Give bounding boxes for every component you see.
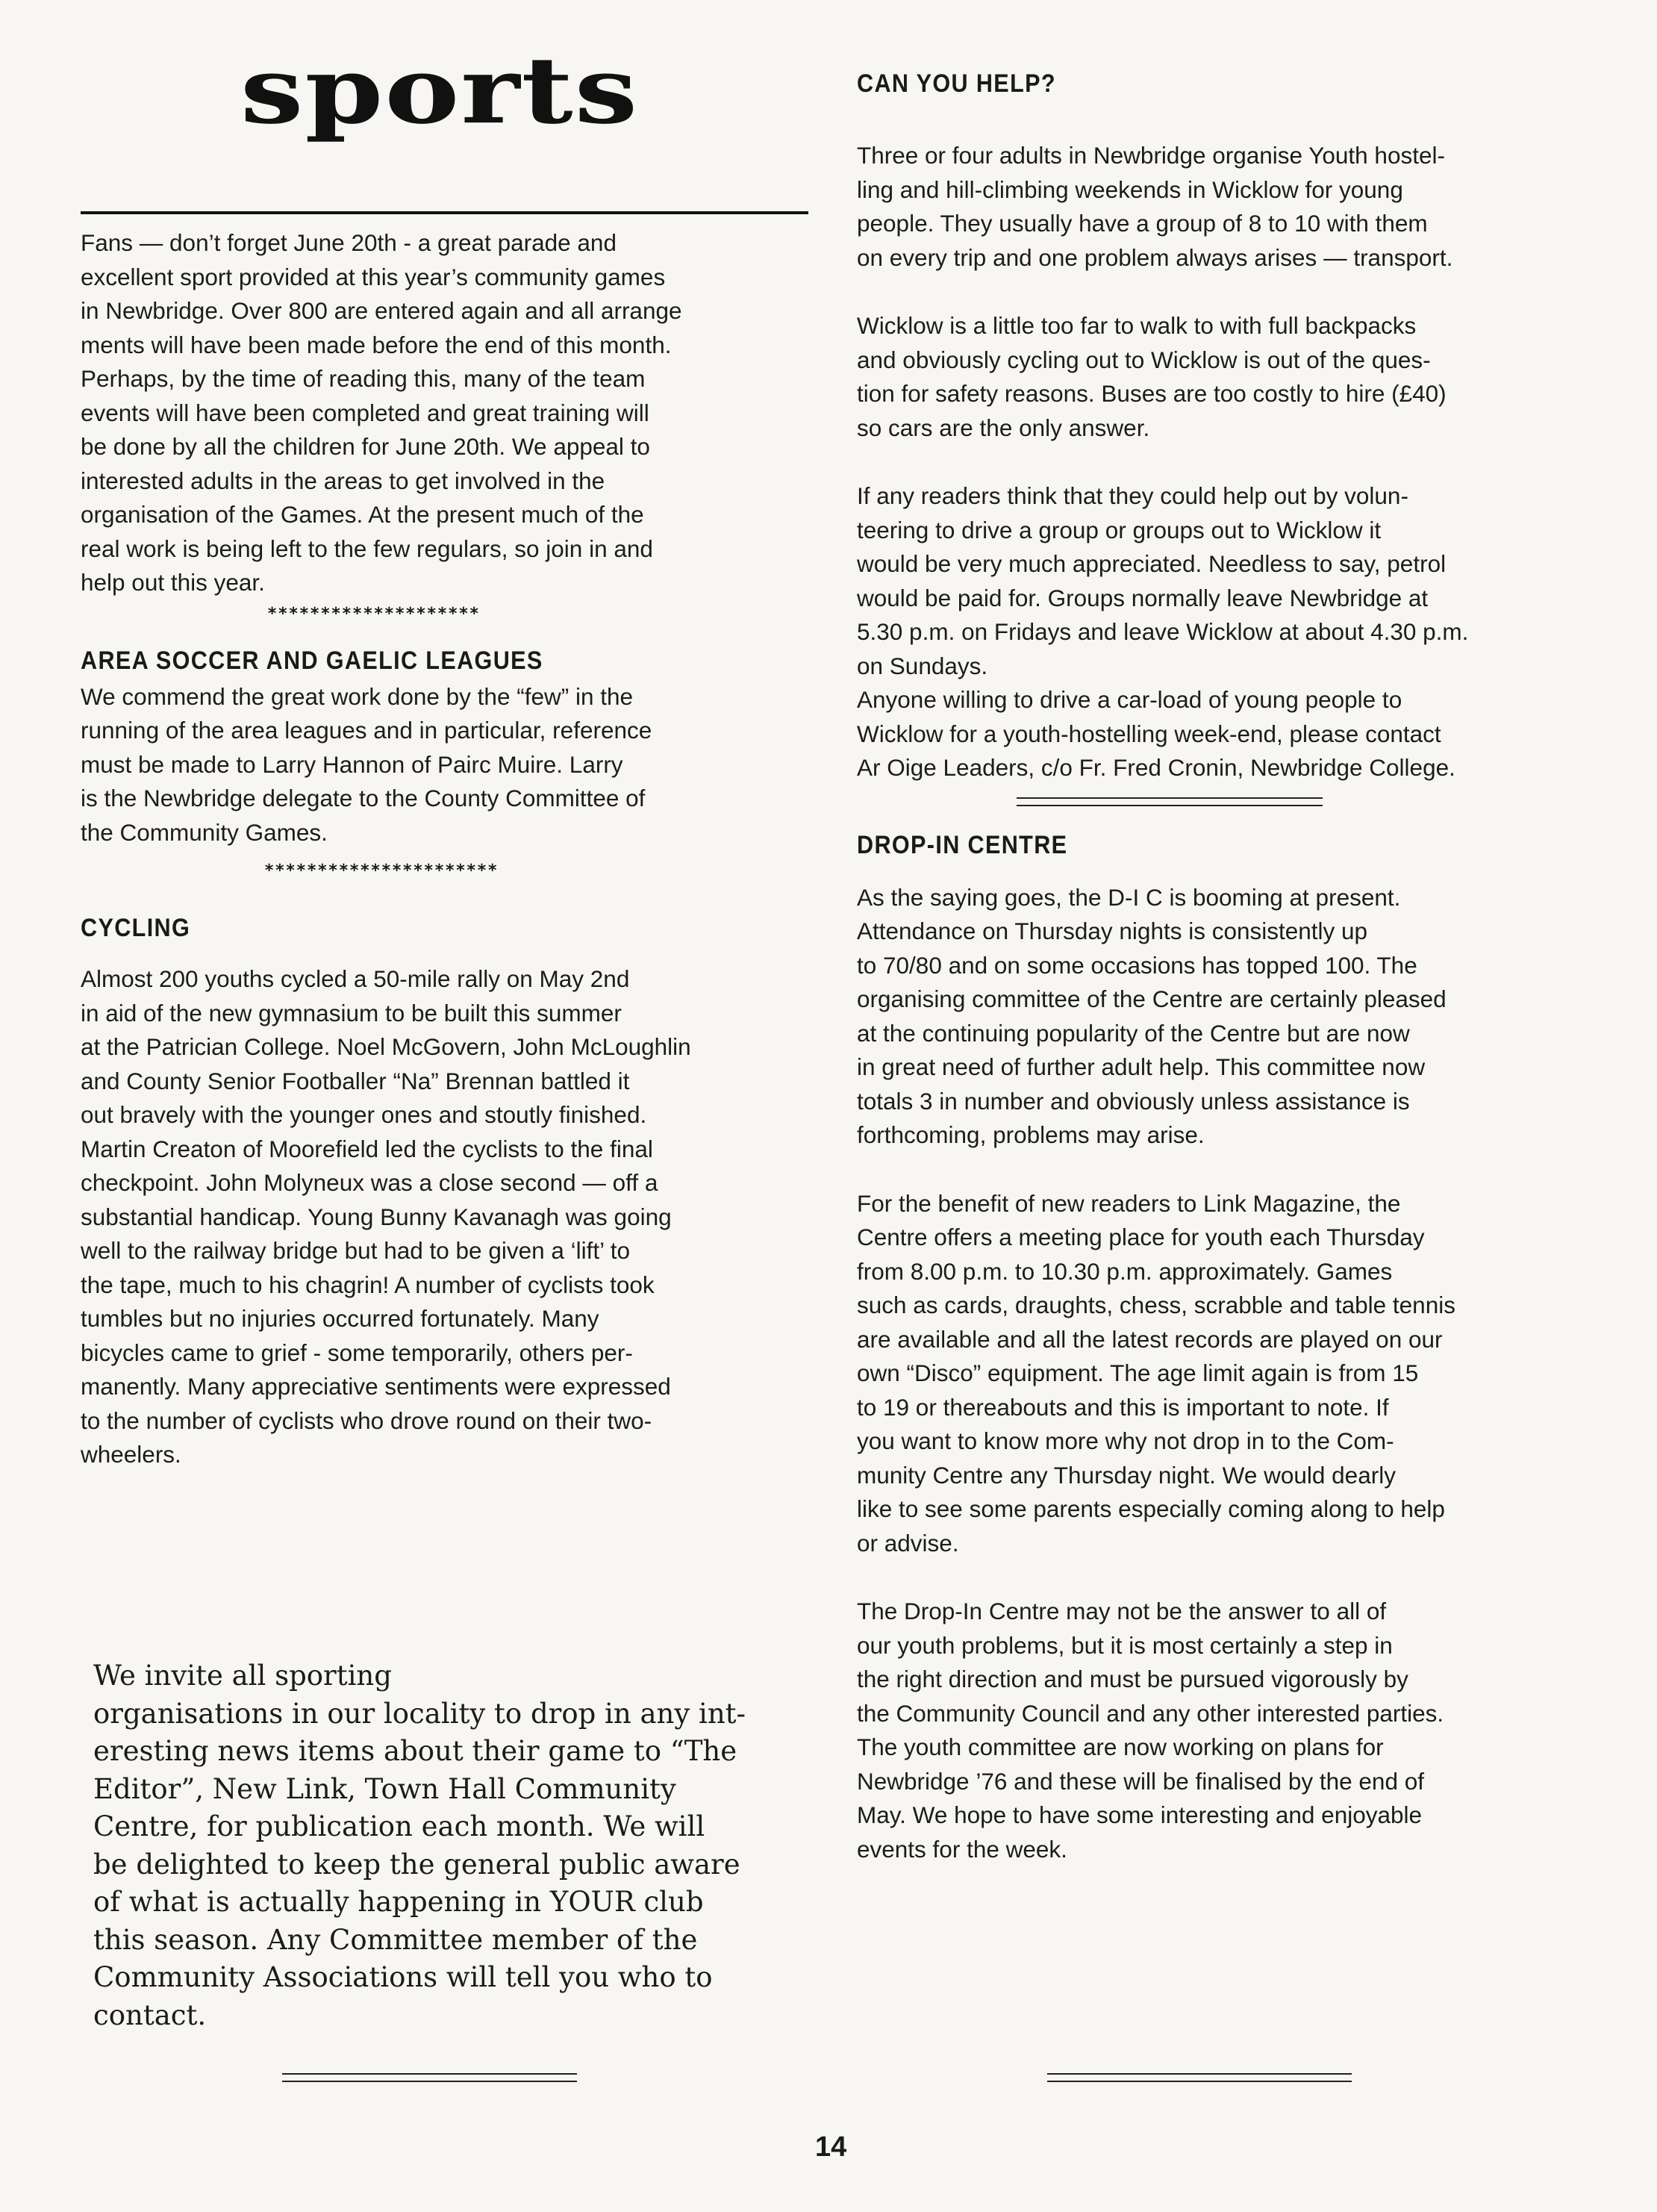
double-rule-divider — [282, 2073, 577, 2082]
right-column — [857, 67, 1588, 1866]
left-column — [81, 226, 790, 1472]
section-masthead: sports — [240, 37, 640, 145]
help-paragraph-1: Three or four adults in Newbridge organise Youth hostel- ling and hill-climbing weekends in Wicklow for young people. They usually have a group of 8 to 10 with them on every trip and one problem always arises — transport. — [857, 142, 1453, 271]
dropin-paragraph-2: For the benefit of new readers to Link Magazine, the Centre offers a meeting place for youth each Thursday from 8.00 p.m. to 10.30 p.m. approximately. Games such as cards, draughts, chess, scrabble and table tennis are available and all the latest records are played on our own “Disco” equipment. The age limit again is from 15 to 19 or thereabouts and this is important to note. If you want to know more why not drop in to the Com- munity Centre any Thursday night. We would dearly like to see some parents especially coming along to help or advise. — [857, 1189, 1455, 1557]
masthead-rule — [81, 211, 808, 214]
dropin-heading: DROP-IN CENTRE — [857, 830, 1068, 859]
help-paragraph-2: Wicklow is a little too far to walk to with full backpacks and obviously cycling out to Wicklow is out of the ques- tion for safety reasons. Buses are too costly to hire (£40) so cars are the only answer. — [857, 312, 1447, 441]
cycling-heading: CYCLING — [81, 914, 191, 942]
help-heading: CAN YOU HELP? — [857, 69, 1056, 98]
intro-paragraph: Fans — don’t forget June 20th - a great parade and excellent sport provided at this year’s community games in Newbridge. Over 800 are entered again and all arrange ments will have been made before the end of this month. Perhaps, by the time of reading this, many of the team events will have been completed and great training will be done by all the children for June 20th. We appeal to interested adults in the areas to get involved in the organisation of the Games. At the present much of the real work is being left to the few regulars, so join in and help out this year. — [81, 229, 682, 596]
leagues-paragraph: We commend the great work done by the “few” in the running of the area leagues and in particular, reference must be made to Larry Hannon of Pairc Muire. Larry is the Newbridge delegate to the County Committee of the Community Games. — [81, 682, 652, 846]
cycling-paragraph: Almost 200 youths cycled a 50-mile rally on May 2nd in aid of the new gymnasium to be built this summer at the Patrician College. Noel McGovern, John McLoughlin and County Senior Footballer “Na” Brennan battled it out bravely with the younger ones and stoutly finished. Martin Creaton of Moorefield led the cyclists to the final checkpoint. John Molyneux was a close second — off a substantial handicap. Young Bunny Kavanagh was going well to the railway bridge but had to be given a ‘lift’ to the tape, much to his chagrin! A number of cyclists took tumbles but no injuries occurred fortunately. Many bicycles came to grief - some temporarily, others per- manently. Many appreciative sentiments were expressed to the number of cyclists who drove round on their two- wheelers. — [81, 965, 691, 1468]
double-rule-divider — [1017, 797, 1323, 806]
leagues-heading: AREA SOCCER AND GAELIC LEAGUES — [81, 646, 543, 675]
editor-invitation-note: We invite all sporting organisations in our locality to drop in any int- eresting news items about their game to “The Editor”, New Link, Town Hall Community Centre, for publication each month. We will be delighted to keep the general public aware of what is actually happening in YOUR club this season. Any Committee member of the Community Associations will tell you who to contact. — [93, 1660, 746, 2031]
help-paragraph-3: If any readers think that they could help out by volun- teering to drive a group or groups out to Wicklow it would be very much appreciated. Needless to say, petrol would be paid for. Groups normally leave Newbridge at 5.30 p.m. on Fridays and leave Wicklow at about 4.30 p.m. on Sundays. Anyone willing to drive a car-load of young people to Wicklow for a youth-hostelling week-end, please contact Ar Oige Leaders, c/o Fr. Fred Cronin, Newbridge College. — [857, 482, 1469, 781]
dropin-paragraph-1: As the saying goes, the D-I C is booming at present. Attendance on Thursday nights is consistently up to 70/80 and on some occasions has topped 100. The organising committee of the Centre are certainly pleased at the continuing popularity of the Centre but are now in great need of further adult help. This committee now totals 3 in number and obviously unless assistance is forthcoming, problems may arise. — [857, 883, 1447, 1148]
dropin-paragraph-3: The Drop-In Centre may not be the answer to all of our youth problems, but it is most certainly a step in the right direction and must be pursued vigorously by the Community Council and any other interested parties. The youth committee are now working on plans for Newbridge ’76 and these will be finalised by the end of May. We hope to have some interesting and enjoyable events for the week. — [857, 1598, 1444, 1863]
double-rule-divider — [1047, 2073, 1352, 2082]
page-number: 14 — [815, 2131, 847, 2163]
star-separator: ******************** — [267, 604, 480, 623]
star-separator: ********************** — [264, 862, 499, 880]
